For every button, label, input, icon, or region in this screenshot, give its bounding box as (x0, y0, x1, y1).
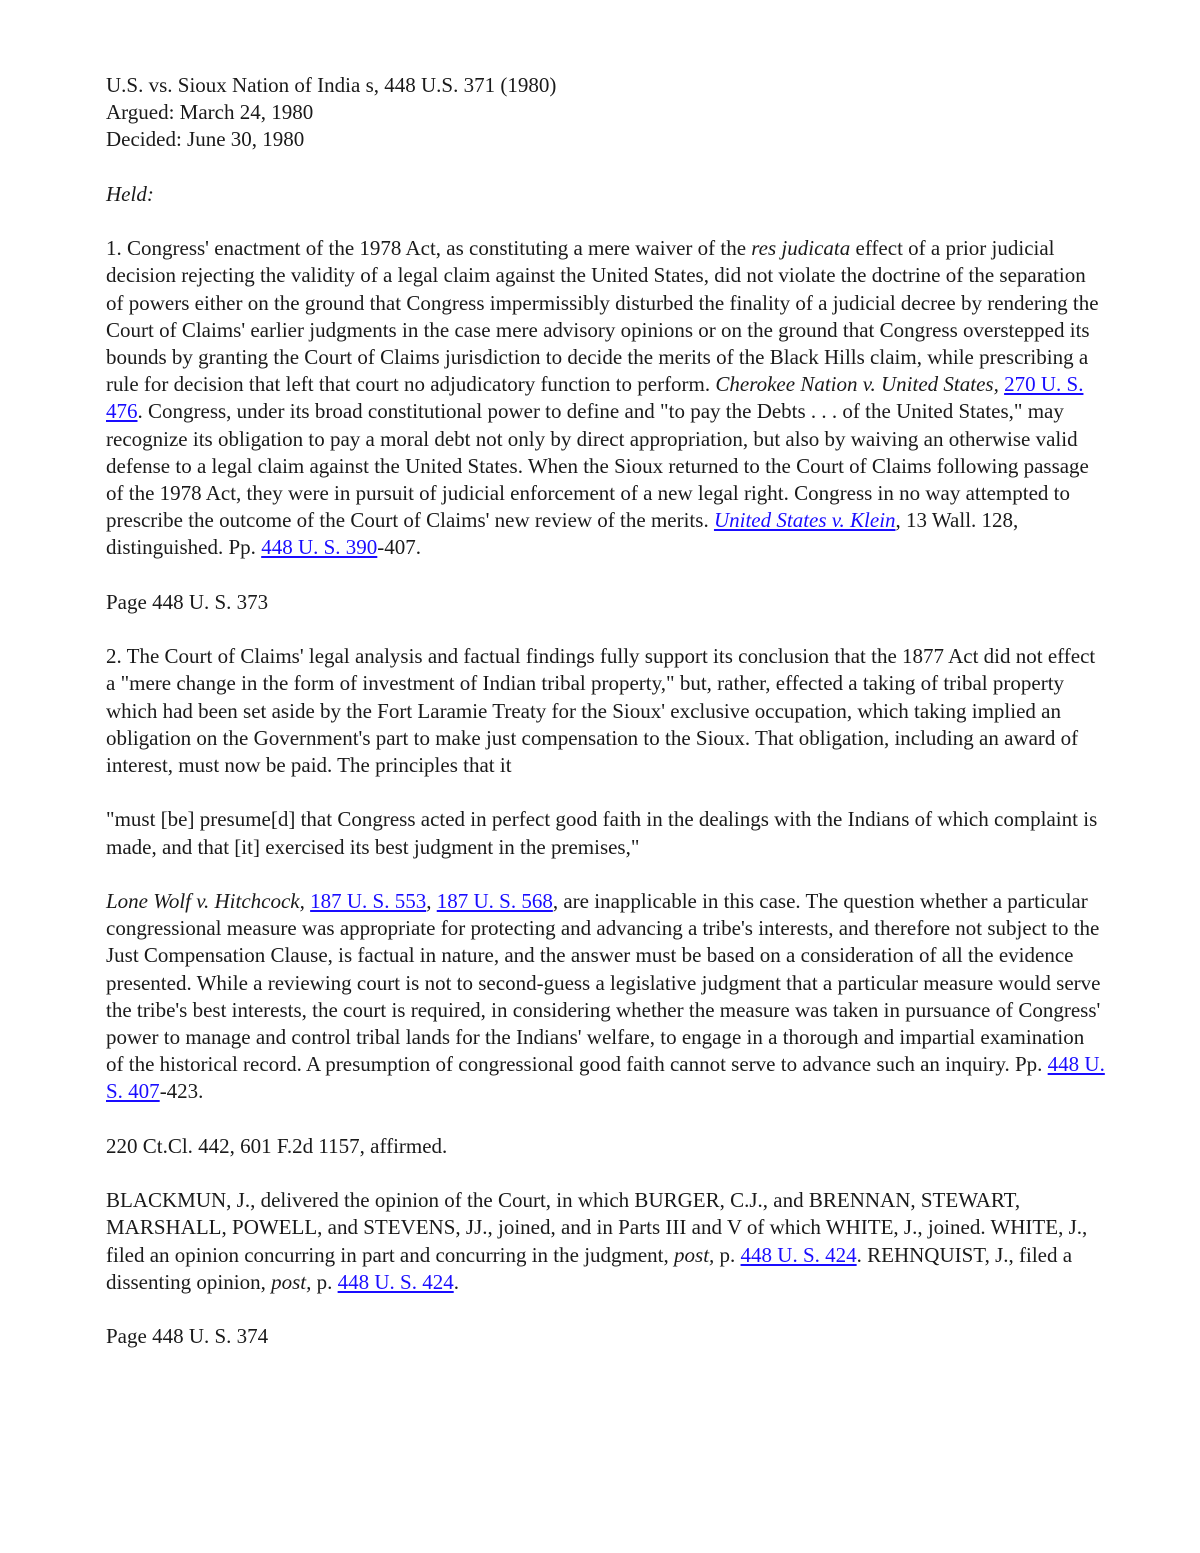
opinion-authorship (106, 1187, 1106, 1296)
post-term: post, (674, 1242, 715, 1267)
post-term: post, (271, 1269, 312, 1294)
citation-link-187-us-553[interactable]: 187 U. S. 553 (310, 889, 427, 913)
holding-1 (106, 235, 1106, 561)
lone-wolf-text: -423. (159, 1079, 204, 1104)
holding-1-text: effect of a prior judicial decision rejecting the validity of a legal claim against the United States, did not violate the doctrine of the separation of powers either on the ground that Congress impermissibly disturbed the finality of a judicial decree by rendering the Court of Claims' earlier judgments in the case mere advisory opinions or on the ground that Congress overstepped its bounds by granting the Court of Claims jurisdiction to decide the merits of the Black Hills claim, while prescribing a rule for decision that left that court no adjudicatory function to perform. (106, 236, 1099, 397)
citation-link-448-us-390[interactable]: 448 U. S. 390 (261, 535, 378, 560)
holding-1-text: , 13 Wall. 128, distinguished. Pp. (106, 508, 1019, 560)
case-header (106, 72, 1106, 154)
opinion-text: . REHNQUIST, J., filed a dissenting opinion, (106, 1242, 1073, 1294)
lone-wolf-text: , (426, 889, 437, 913)
citation-link-448-us-424-dissent[interactable]: 448 U. S. 424 (337, 1269, 454, 1294)
citation-link-448-us-424-concurrence[interactable]: 448 U. S. 424 (740, 1242, 857, 1267)
opinion-text: p. (714, 1242, 741, 1267)
opinion-text: BLACKMUN, J., delivered the opinion of the Court, in which BURGER, C.J., and BRENNAN, STEWART, MARSHALL, POWELL, and STEVENS, JJ., joined, and in Parts III and V of which WHITE, J., joined. WHITE, J., filed an opinion concurring in part and concurring in the judgment, (106, 1188, 1088, 1267)
holding-2: 2. The Court of Claims' legal analysis and factual findings fully support its conclusion that the 1877 Act did not effect a "mere change in the form of investment of Indian tribal property," but, rather, effected a taking of tribal property which had been set aside by the Fort Laramie Treaty for the Sioux' exclusive occupation, which taking implied an obligation on the Government's part to make just compensation to the Sioux. That obligation, including an award of interest, must now be paid. The principles that it (106, 644, 1096, 778)
cherokee-case-name: Cherokee Nation v. United States, (715, 372, 999, 397)
holding-1-text: 1. Congress' enactment of the 1978 Act, as constituting a mere waiver of the (106, 236, 752, 261)
holding-1-text: . Congress, under its broad constitutional power to define and "to pay the Debts . . . of the United States," may recognize its obligation to pay a moral debt not only by direct appropriation, but also by waiving an otherwise valid defense to a legal claim against the United States. When the Sioux returned to the Court of Claims following passage of the 1978 Act, they were in pursuit of judicial enforcement of a new legal right. Congress in no way attempted to prescribe the outcome of the Court of Claims' new review of the merits. (106, 399, 1089, 533)
lone-wolf-text: , are inapplicable in this case. The question whether a particular congressional measure was appropriate for protecting and advancing a tribe's interests, and therefore not subject to the Just Compensation Clause, is factual in nature, and the answer must be based on a consideration of all the evidence presented. While a reviewing court is not to second-guess a legislative judgment that a particular measure would serve the tribe's best interests, the court is required, in considering whether the measure was taken in pursuance of Congress' power to manage and control tribal lands for the Indians' welfare, to engage in a thorough and impartial examination of the historical record. A presumption of congressional good faith cannot serve to advance such an inquiry. Pp. (106, 889, 1101, 1077)
citation-link-448-us-407[interactable]: 448 U. S. 407 (106, 1052, 1105, 1104)
case-title: U.S. vs. Sioux Nation of India s, 448 U.S. 371 (1980) (106, 73, 557, 97)
res-judicata-term: res judicata (751, 236, 851, 261)
citation-link-187-us-568[interactable]: 187 U. S. 568 (436, 889, 553, 913)
opinion-text: . (453, 1269, 459, 1294)
holding-1-text: -407. (377, 535, 422, 560)
lone-wolf-case-name: Lone Wolf v. Hitchcock, (106, 889, 305, 913)
opinion-text: p. (311, 1269, 338, 1294)
klein-case-link[interactable]: United States v. Klein (713, 508, 896, 533)
held-label: Held: (106, 181, 154, 206)
lone-wolf-paragraph (106, 888, 1106, 1106)
page-marker-374: Page 448 U. S. 374 (106, 1324, 269, 1349)
decided-date: Decided: June 30, 1980 (106, 127, 305, 152)
quoted-passage: "must [be] presume[d] that Congress acted in perfect good faith in the dealings with the Indians of which complaint is made, and that [it] exercised its best judgment in the premises," (106, 807, 1098, 859)
citation-link-270-us-476[interactable]: 270 U. S. 476 (106, 372, 1084, 424)
page-marker-373: Page 448 U. S. 373 (106, 589, 269, 614)
document-body (106, 72, 1106, 1378)
lower-court-citation: 220 Ct.Cl. 442, 601 F.2d 1157, affirmed. (106, 1133, 448, 1158)
held-heading (106, 181, 1106, 208)
argued-date: Argued: March 24, 1980 (106, 100, 314, 125)
